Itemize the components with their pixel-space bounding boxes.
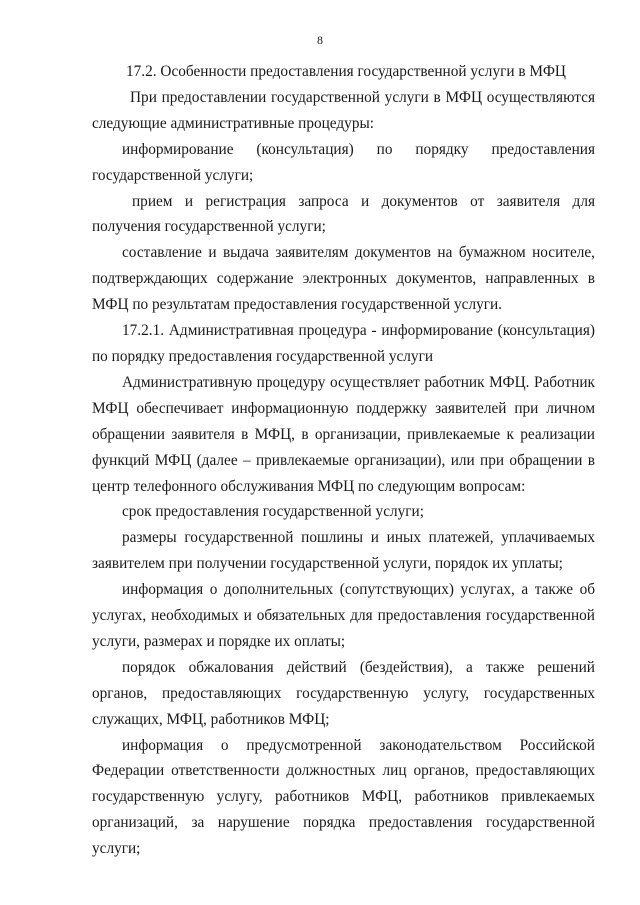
paragraph-intro: При предоставлении государственной услуги в МФЦ осуществляются следующие административные процедуры: bbox=[92, 88, 595, 132]
list-item-reception: прием и регистрация запроса и документов от заявителя для получения государственной услуги; bbox=[92, 192, 595, 236]
list-item-additional-services: информация о дополнительных (сопутствующих) услугах, а также об услугах, необходимых и обязательных для предоставления государственной услуги, размерах и порядке их оплаты; bbox=[92, 581, 595, 650]
list-item-responsibility: информация о предусмотренной законодательством Российской Федерации ответственности должностных лиц органов, предоставляющих государственную услугу, работников МФЦ, работников привлекаемых организаций, за нарушение порядка предоставления государственной услуги; bbox=[92, 736, 595, 858]
list-item-term: срок предоставления государственной услуги; bbox=[122, 503, 424, 521]
section-heading-17-2-1: 17.2.1. Административная процедура - информирование (консультация) по порядку предоставления государственной услуги bbox=[92, 322, 595, 365]
section-heading-17-2: 17.2. Особенности предоставления государственной услуги в МФЦ bbox=[126, 63, 566, 80]
document-body bbox=[92, 59, 595, 862]
list-item-fees: размеры государственной пошлины и иных платежей, уплачиваемых заявителем при получении государственной услуги, порядок их уплаты; bbox=[92, 529, 595, 573]
paragraph-procedure: Административную процедуру осуществляет работник МФЦ. Работник МФЦ обеспечивает информационную поддержку заявителей при личном обращении заявителя в МФЦ, в организации, привлекаемые к реализации функций МФЦ (далее – привлекаемые организации), или при обращении в центр телефонного обслуживания МФЦ по следующим вопросам: bbox=[92, 373, 595, 495]
list-item-appeal: порядок обжалования действий (бездействия), а также решений органов, предоставляющих государственную услугу, государственных служащих, МФЦ, работников МФЦ; bbox=[92, 658, 595, 728]
list-item-issuance: составление и выдача заявителям документов на бумажном носителе, подтверждающих содержание электронных документов, направленных в МФЦ по результатам предоставления государственной услуги. bbox=[92, 244, 595, 314]
list-item-informing: информирование (консультация) по порядку предоставления государственной услуги; bbox=[92, 140, 595, 184]
page-number: 8 bbox=[317, 33, 323, 47]
